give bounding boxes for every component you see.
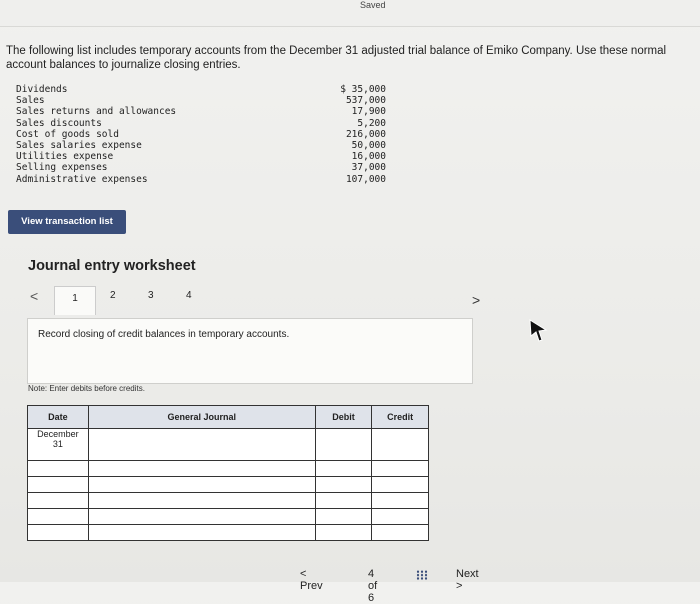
view-transaction-list-button[interactable]: View transaction list [8, 210, 126, 234]
credit-input[interactable] [372, 509, 429, 525]
credit-input[interactable] [372, 477, 429, 493]
next-button[interactable]: Next > [456, 568, 479, 592]
date-cell[interactable] [28, 525, 89, 541]
debit-input[interactable] [315, 509, 372, 525]
page-indicator: 4 of 6 [368, 568, 378, 604]
col-debit: Debit [315, 406, 372, 429]
general-journal-input[interactable] [88, 477, 315, 493]
account-row [16, 174, 386, 185]
account-name: Sales discounts [16, 117, 102, 129]
credit-input[interactable] [372, 493, 429, 509]
date-cell[interactable] [28, 461, 89, 477]
debit-input[interactable] [315, 493, 372, 509]
col-credit: Credit [372, 406, 429, 429]
note-text: Note: Enter debits before credits. [28, 384, 145, 393]
journal-row [28, 493, 429, 509]
account-name: Sales [16, 95, 45, 107]
account-name: Selling expenses [16, 162, 108, 174]
journal-table [27, 405, 429, 541]
tab-2[interactable]: 2 [110, 290, 116, 301]
date-cell[interactable] [28, 509, 89, 525]
account-row [16, 95, 386, 106]
account-amount: 107,000 [345, 173, 386, 185]
col-general-journal: General Journal [88, 406, 315, 429]
account-row [16, 84, 386, 95]
credit-input[interactable] [372, 461, 429, 477]
journal-row [28, 509, 429, 525]
journal-row [28, 429, 429, 461]
date-cell[interactable]: December 31 [28, 429, 89, 461]
general-journal-input[interactable] [88, 525, 315, 541]
top-bar [0, 0, 700, 27]
general-journal-input[interactable] [88, 429, 315, 461]
account-amount: 216,000 [345, 128, 386, 140]
account-amount: $ 35,000 [340, 84, 386, 95]
credit-input[interactable] [372, 525, 429, 541]
account-row [16, 118, 386, 129]
account-amount: 5,200 [357, 117, 386, 129]
tab-1[interactable]: 1 [54, 286, 96, 315]
account-amount: 537,000 [345, 95, 386, 107]
debit-input[interactable] [315, 429, 372, 461]
account-name: Administrative expenses [16, 173, 148, 185]
tab-next-arrow-icon[interactable]: > [472, 292, 481, 308]
account-name: Sales salaries expense [16, 139, 142, 151]
general-journal-input[interactable] [88, 509, 315, 525]
debit-input[interactable] [315, 461, 372, 477]
instruction-text: Record closing of credit balances in temporary accounts. [38, 329, 290, 340]
account-amount: 16,000 [351, 151, 386, 163]
debit-input[interactable] [315, 477, 372, 493]
credit-input[interactable] [372, 429, 429, 461]
account-amount: 17,900 [351, 106, 386, 118]
instructions-text: The following list includes temporary accounts from the December 31 adjusted trial balance of Emiko Company. Use these normal account balances to journalize closing entries. [6, 45, 667, 71]
saved-status: Saved [360, 0, 386, 10]
worksheet-tabs [26, 286, 496, 316]
journal-row [28, 461, 429, 477]
date-cell[interactable] [28, 493, 89, 509]
account-name: Utilities expense [16, 151, 114, 163]
worksheet-title: Journal entry worksheet [28, 258, 196, 274]
tab-prev-arrow-icon[interactable]: < [30, 288, 39, 304]
account-amount: 50,000 [351, 139, 386, 151]
account-name: Cost of goods sold [16, 128, 119, 140]
account-row [16, 129, 386, 140]
general-journal-input[interactable] [88, 461, 315, 477]
account-row [16, 151, 386, 162]
account-row [16, 140, 386, 151]
journal-row [28, 525, 429, 541]
date-cell[interactable] [28, 477, 89, 493]
prev-button[interactable]: < Prev [300, 568, 323, 592]
debit-input[interactable] [315, 525, 372, 541]
account-row [16, 162, 386, 173]
journal-header-row [28, 406, 429, 429]
grid-menu-icon[interactable] [416, 570, 428, 580]
general-journal-input[interactable] [88, 493, 315, 509]
account-name: Dividends [16, 84, 68, 95]
instruction-box [27, 318, 473, 384]
journal-row [28, 477, 429, 493]
tab-3[interactable]: 3 [148, 290, 154, 301]
account-amount: 37,000 [351, 162, 386, 174]
accounts-list [16, 84, 386, 185]
account-row [16, 106, 386, 117]
tab-4[interactable]: 4 [186, 290, 192, 301]
col-date: Date [28, 406, 89, 429]
account-name: Sales returns and allowances [16, 106, 177, 118]
mouse-cursor-icon [528, 318, 548, 344]
